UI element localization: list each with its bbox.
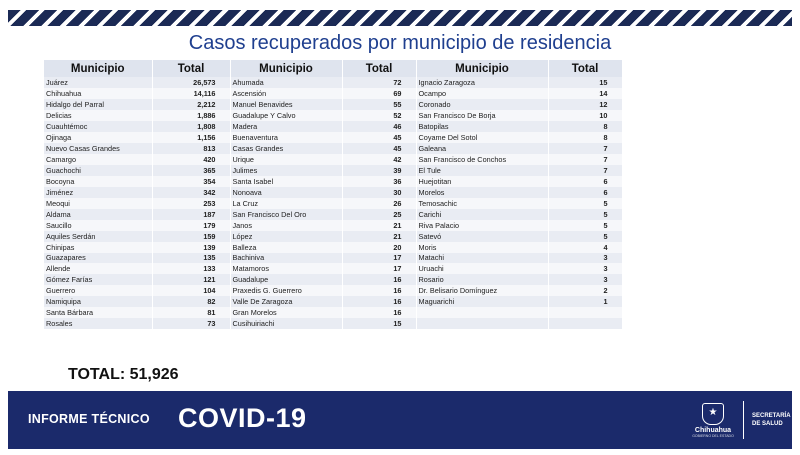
municipio-cell: Rosales <box>44 318 152 329</box>
total-cell: 139 <box>152 242 230 253</box>
table-row <box>44 187 622 198</box>
municipio-cell: López <box>230 231 342 242</box>
total-cell: 16 <box>342 307 416 318</box>
total-cell: 159 <box>152 231 230 242</box>
table-row <box>44 88 622 99</box>
total-cell: 7 <box>548 143 622 154</box>
total-cell: 6 <box>548 176 622 187</box>
municipio-cell: Guazapares <box>44 253 152 264</box>
table-row <box>44 307 622 318</box>
municipio-cell: Meoqui <box>44 198 152 209</box>
municipio-cell: Coronado <box>416 99 548 110</box>
secretaria-de-salud <box>752 412 791 428</box>
municipio-cell: Ignacio Zaragoza <box>416 77 548 88</box>
table-row <box>44 253 622 264</box>
total-cell: 2,212 <box>152 99 230 110</box>
municipio-cell: Coyame Del Sotol <box>416 132 548 143</box>
total-cell: 6 <box>548 187 622 198</box>
header-total: Total <box>342 60 416 77</box>
total-cell: 8 <box>548 132 622 143</box>
municipio-cell: Jiménez <box>44 187 152 198</box>
municipio-cell: Urique <box>230 154 342 165</box>
total-cell: 14,116 <box>152 88 230 99</box>
municipio-cell: Balleza <box>230 242 342 253</box>
total-cell: 1,156 <box>152 132 230 143</box>
total-cell: 16 <box>342 296 416 307</box>
municipio-cell: Delicias <box>44 110 152 121</box>
state-seal-icon: ★ <box>702 403 724 425</box>
total-cell: 21 <box>342 231 416 242</box>
municipio-cell: San Francisco De Borja <box>416 110 548 121</box>
total-cell: 5 <box>548 198 622 209</box>
total-cell: 354 <box>152 176 230 187</box>
logo-name: Chihuahua <box>694 427 732 434</box>
municipio-cell: Janos <box>230 220 342 231</box>
total-cell: 121 <box>152 274 230 285</box>
total-cell: 82 <box>152 296 230 307</box>
total-cell: 5 <box>548 220 622 231</box>
total-cell: 813 <box>152 143 230 154</box>
municipio-cell <box>416 318 548 329</box>
municipio-cell: Batopilas <box>416 121 548 132</box>
table-row <box>44 263 622 274</box>
recovered-cases-table <box>44 60 623 329</box>
total-cell: 45 <box>342 132 416 143</box>
total-cell: 12 <box>548 99 622 110</box>
municipio-cell: Ahumada <box>230 77 342 88</box>
table-row <box>44 132 622 143</box>
municipio-cell: Madera <box>230 121 342 132</box>
header-total: Total <box>152 60 230 77</box>
table-row <box>44 154 622 165</box>
municipio-cell <box>416 307 548 318</box>
total-cell: 17 <box>342 263 416 274</box>
total-cell: 253 <box>152 198 230 209</box>
municipio-cell: Buenaventura <box>230 132 342 143</box>
total-cell: 16 <box>342 285 416 296</box>
municipio-cell: Huejotitan <box>416 176 548 187</box>
total-cell: 46 <box>342 121 416 132</box>
municipio-cell: Guachochi <box>44 165 152 176</box>
municipio-cell: Saucillo <box>44 220 152 231</box>
total-cell: 26,573 <box>152 77 230 88</box>
total-cell: 7 <box>548 165 622 176</box>
municipio-cell: Hidalgo del Parral <box>44 99 152 110</box>
table-row <box>44 121 622 132</box>
total-cell: 1,886 <box>152 110 230 121</box>
total-cell: 3 <box>548 263 622 274</box>
municipio-cell: Nuevo Casas Grandes <box>44 143 152 154</box>
total-cell: 69 <box>342 88 416 99</box>
total-cell: 45 <box>342 143 416 154</box>
municipio-cell: Juárez <box>44 77 152 88</box>
total-cell: 2 <box>548 285 622 296</box>
municipio-cell: Santa Isabel <box>230 176 342 187</box>
table-row <box>44 99 622 110</box>
total-cell: 52 <box>342 110 416 121</box>
total-cell: 73 <box>152 318 230 329</box>
grand-total: TOTAL: 51,926 <box>68 366 179 383</box>
municipio-cell: San Francisco Del Oro <box>230 209 342 220</box>
total-cell: 4 <box>548 242 622 253</box>
total-cell: 15 <box>548 77 622 88</box>
municipio-cell: Chinipas <box>44 242 152 253</box>
total-cell: 55 <box>342 99 416 110</box>
municipio-cell: Cuauhtémoc <box>44 121 152 132</box>
municipio-cell: Chihuahua <box>44 88 152 99</box>
table-row <box>44 231 622 242</box>
chihuahua-logo <box>688 403 738 438</box>
municipio-cell: Ojinaga <box>44 132 152 143</box>
municipio-cell: Temosachic <box>416 198 548 209</box>
total-cell: 36 <box>342 176 416 187</box>
table-row <box>44 165 622 176</box>
municipio-cell: Matamoros <box>230 263 342 274</box>
municipio-cell: La Cruz <box>230 198 342 209</box>
total-cell: 10 <box>548 110 622 121</box>
total-cell: 420 <box>152 154 230 165</box>
municipio-cell: Ascensión <box>230 88 342 99</box>
total-cell: 3 <box>548 274 622 285</box>
logo-divider <box>743 401 744 439</box>
municipio-cell: Cusihuiriachi <box>230 318 342 329</box>
municipio-cell: Uruachi <box>416 263 548 274</box>
table-row <box>44 242 622 253</box>
table-header-row <box>44 60 622 77</box>
total-cell: 133 <box>152 263 230 274</box>
covid-title: COVID-19 <box>178 403 307 433</box>
total-cell: 39 <box>342 165 416 176</box>
municipio-cell: Guadalupe <box>230 274 342 285</box>
total-cell: 17 <box>342 253 416 264</box>
cases-table-container <box>44 60 622 329</box>
table-row <box>44 209 622 220</box>
municipio-cell: Dr. Belisario Domínguez <box>416 285 548 296</box>
page-title: Casos recuperados por municipio de residencia <box>188 32 612 54</box>
total-cell: 72 <box>342 77 416 88</box>
municipio-cell: Maguarichi <box>416 296 548 307</box>
header-municipio: Municipio <box>230 60 342 77</box>
total-cell: 1 <box>548 296 622 307</box>
table-row <box>44 220 622 231</box>
total-cell: 42 <box>342 154 416 165</box>
total-cell <box>548 307 622 318</box>
total-cell: 3 <box>548 253 622 264</box>
total-cell: 30 <box>342 187 416 198</box>
municipio-cell: Guadalupe Y Calvo <box>230 110 342 121</box>
decorative-stripe-bar <box>8 10 792 26</box>
municipio-cell: Julimes <box>230 165 342 176</box>
header-total: Total <box>548 60 622 77</box>
total-cell: 25 <box>342 209 416 220</box>
table-row <box>44 296 622 307</box>
municipio-cell: El Tule <box>416 165 548 176</box>
header-municipio: Municipio <box>416 60 548 77</box>
total-cell: 1,808 <box>152 121 230 132</box>
total-cell <box>548 318 622 329</box>
table-row <box>44 198 622 209</box>
municipio-cell: Nonoava <box>230 187 342 198</box>
table-row <box>44 176 622 187</box>
report-label: INFORME TÉCNICO <box>28 412 150 426</box>
municipio-cell: Guerrero <box>44 285 152 296</box>
logo-subtitle: GOBIERNO DEL ESTADO <box>692 434 734 438</box>
municipio-cell: Gómez Farías <box>44 274 152 285</box>
total-cell: 104 <box>152 285 230 296</box>
total-cell: 81 <box>152 307 230 318</box>
secretaria-line2: DE SALUD <box>752 421 783 427</box>
municipio-cell: Carichi <box>416 209 548 220</box>
municipio-cell: Riva Palacio <box>416 220 548 231</box>
municipio-cell: Aquiles Serdán <box>44 231 152 242</box>
municipio-cell: Galeana <box>416 143 548 154</box>
municipio-cell: Aldama <box>44 209 152 220</box>
municipio-cell: Morelos <box>416 187 548 198</box>
table-row <box>44 110 622 121</box>
municipio-cell: Ocampo <box>416 88 548 99</box>
total-cell: 342 <box>152 187 230 198</box>
total-cell: 21 <box>342 220 416 231</box>
total-cell: 14 <box>548 88 622 99</box>
table-row <box>44 318 622 329</box>
total-cell: 5 <box>548 231 622 242</box>
total-cell: 26 <box>342 198 416 209</box>
municipio-cell: Bachiniva <box>230 253 342 264</box>
municipio-cell: Santa Bárbara <box>44 307 152 318</box>
municipio-cell: Casas Grandes <box>230 143 342 154</box>
total-cell: 135 <box>152 253 230 264</box>
municipio-cell: San Francisco de Conchos <box>416 154 548 165</box>
total-cell: 365 <box>152 165 230 176</box>
table-row <box>44 77 622 88</box>
table-row <box>44 274 622 285</box>
municipio-cell: Matachi <box>416 253 548 264</box>
municipio-cell: Allende <box>44 263 152 274</box>
municipio-cell: Manuel Benavides <box>230 99 342 110</box>
municipio-cell: Gran Morelos <box>230 307 342 318</box>
municipio-cell: Satevó <box>416 231 548 242</box>
municipio-cell: Valle De Zaragoza <box>230 296 342 307</box>
municipio-cell: Praxedis G. Guerrero <box>230 285 342 296</box>
total-cell: 16 <box>342 274 416 285</box>
secretaria-line1: SECRETARÍA <box>752 413 791 419</box>
total-cell: 179 <box>152 220 230 231</box>
total-cell: 15 <box>342 318 416 329</box>
header-municipio: Municipio <box>44 60 152 77</box>
total-cell: 187 <box>152 209 230 220</box>
total-cell: 20 <box>342 242 416 253</box>
footer-banner <box>8 391 792 449</box>
table-row <box>44 143 622 154</box>
municipio-cell: Bocoyna <box>44 176 152 187</box>
total-cell: 8 <box>548 121 622 132</box>
municipio-cell: Namiquipa <box>44 296 152 307</box>
total-cell: 7 <box>548 154 622 165</box>
municipio-cell: Rosario <box>416 274 548 285</box>
municipio-cell: Moris <box>416 242 548 253</box>
table-row <box>44 285 622 296</box>
total-cell: 5 <box>548 209 622 220</box>
municipio-cell: Camargo <box>44 154 152 165</box>
